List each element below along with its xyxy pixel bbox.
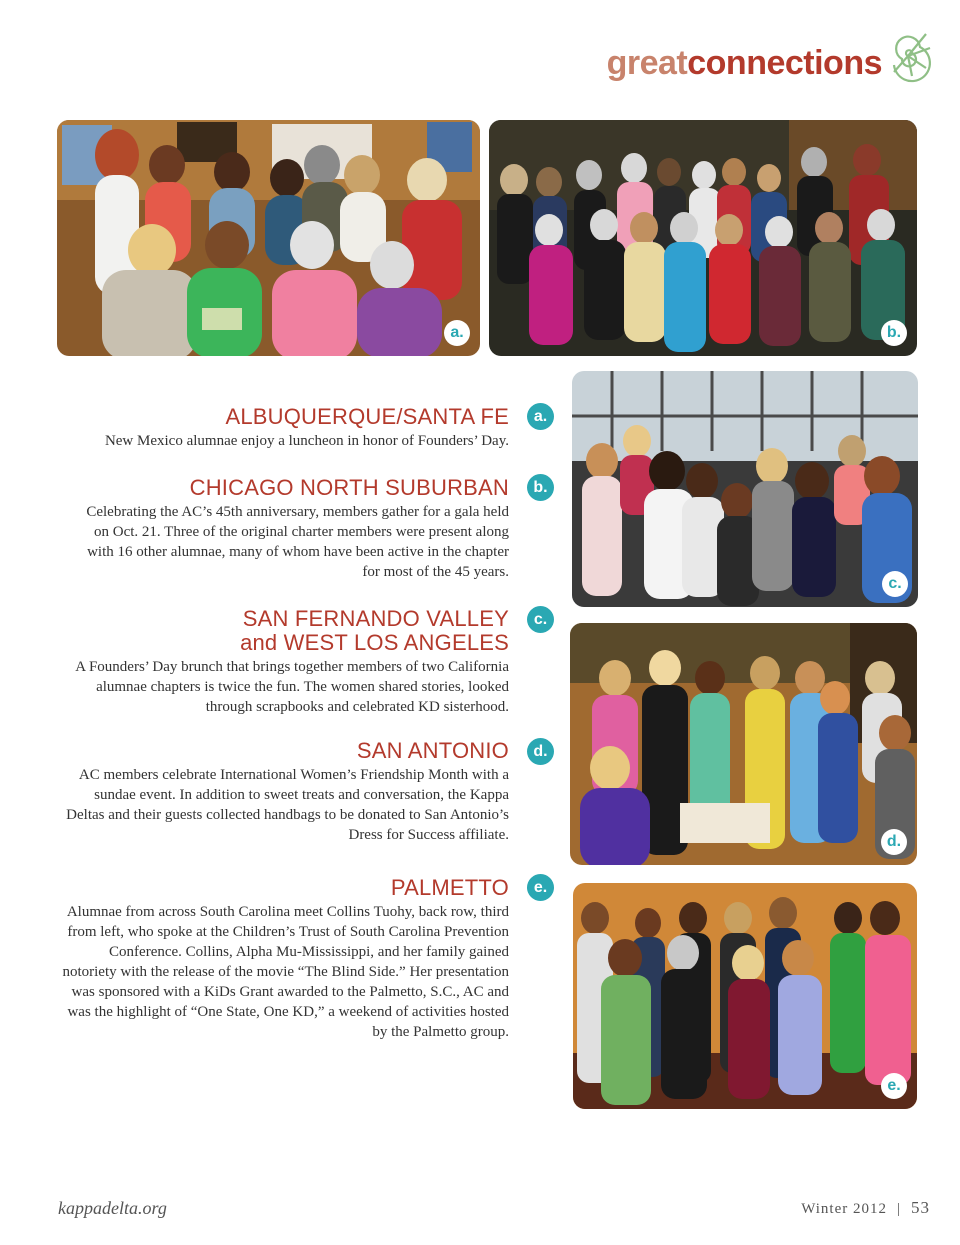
footer-separator: | (896, 1201, 901, 1217)
nautilus-shell-icon (882, 24, 934, 86)
photo-d (570, 623, 917, 865)
section-heading (60, 476, 509, 500)
section-heading (60, 607, 509, 655)
footer-issue-info (801, 1198, 930, 1218)
title-part-connections: connections (687, 44, 882, 82)
section-heading (60, 876, 509, 900)
photo-d-image (570, 623, 917, 865)
section-heading-line: SAN ANTONIO (356, 738, 509, 763)
page-number: 53 (911, 1198, 930, 1217)
photo-b-image (489, 120, 917, 356)
section-heading-line: ALBUQUERQUE/SANTA FE (225, 404, 509, 429)
section-heading-line: and WEST LOS ANGELES (240, 630, 509, 655)
photo-e-image (573, 883, 917, 1109)
section-heading-line: SAN FERNANDO VALLEY (242, 606, 509, 631)
section-badge-c: c. (527, 606, 554, 633)
section-albuquerque (60, 405, 509, 451)
section-heading (60, 405, 509, 429)
section-body: Celebrating the AC’s 45th anniversary, members gather for a gala held on Oct. 21. Three of the original charter members were present along with 16 other alumnae, many of whom have been active in the chapter for most of the 45 years. (86, 504, 509, 580)
section-chicago (60, 476, 509, 582)
section-san-fernando (60, 607, 509, 717)
section-badge-d: d. (527, 738, 554, 765)
section-san-antonio (60, 739, 509, 845)
footer-site-link[interactable]: kappadelta.org (58, 1198, 167, 1218)
photo-badge-e: e. (881, 1073, 907, 1099)
photo-b (489, 120, 917, 356)
section-badge-e: e. (527, 874, 554, 901)
section-heading-line: PALMETTO (390, 875, 509, 900)
section-heading (60, 739, 509, 763)
photo-c (572, 371, 918, 607)
footer-issue: Winter 2012 (801, 1201, 887, 1217)
section-body: AC members celebrate International Women’s Friendship Month with a sundae event. In addition to sweet treats and conversation, the Kappa Deltas and their guests collected handbags to be donated to San Antonio’s Dress for Success affiliate. (66, 767, 509, 843)
photo-a-image (57, 120, 480, 356)
title-part-great: great (606, 44, 688, 82)
section-palmetto (60, 876, 509, 1042)
photo-a (57, 120, 480, 356)
photo-badge-a: a. (444, 320, 470, 346)
section-body: Alumnae from across South Carolina meet Collins Tuohy, back row, third from left, who spoke at the Children’s Trust of South Carolina Prevention Conference. Collins, Alpha Mu-Mississippi, and her family gained notoriety with the release of the movie “The Blind Side.” Her presentation was sponsored with a KiDs Grant awarded to the Palmetto, S.C., AC and was the highlight of “One State, One KD,” a weekend of activities hosted by the Palmetto group. (62, 904, 509, 1040)
photo-e (573, 883, 917, 1109)
photo-badge-c: c. (882, 571, 908, 597)
section-badge-b: b. (527, 474, 554, 501)
section-badge-a: a. (527, 403, 554, 430)
section-heading-line: CHICAGO NORTH SUBURBAN (189, 475, 509, 500)
photo-badge-d: d. (881, 829, 907, 855)
section-body: A Founders’ Day brunch that brings together members of two California alumnae chapters is twice the fun. The women shared stories, looked through scrapbooks and celebrated KD sisterhood. (75, 659, 509, 715)
photo-c-image (572, 371, 918, 607)
section-body: New Mexico alumnae enjoy a luncheon in honor of Founders’ Day. (104, 433, 509, 449)
photo-badge-b: b. (881, 320, 907, 346)
page-title (607, 44, 882, 83)
